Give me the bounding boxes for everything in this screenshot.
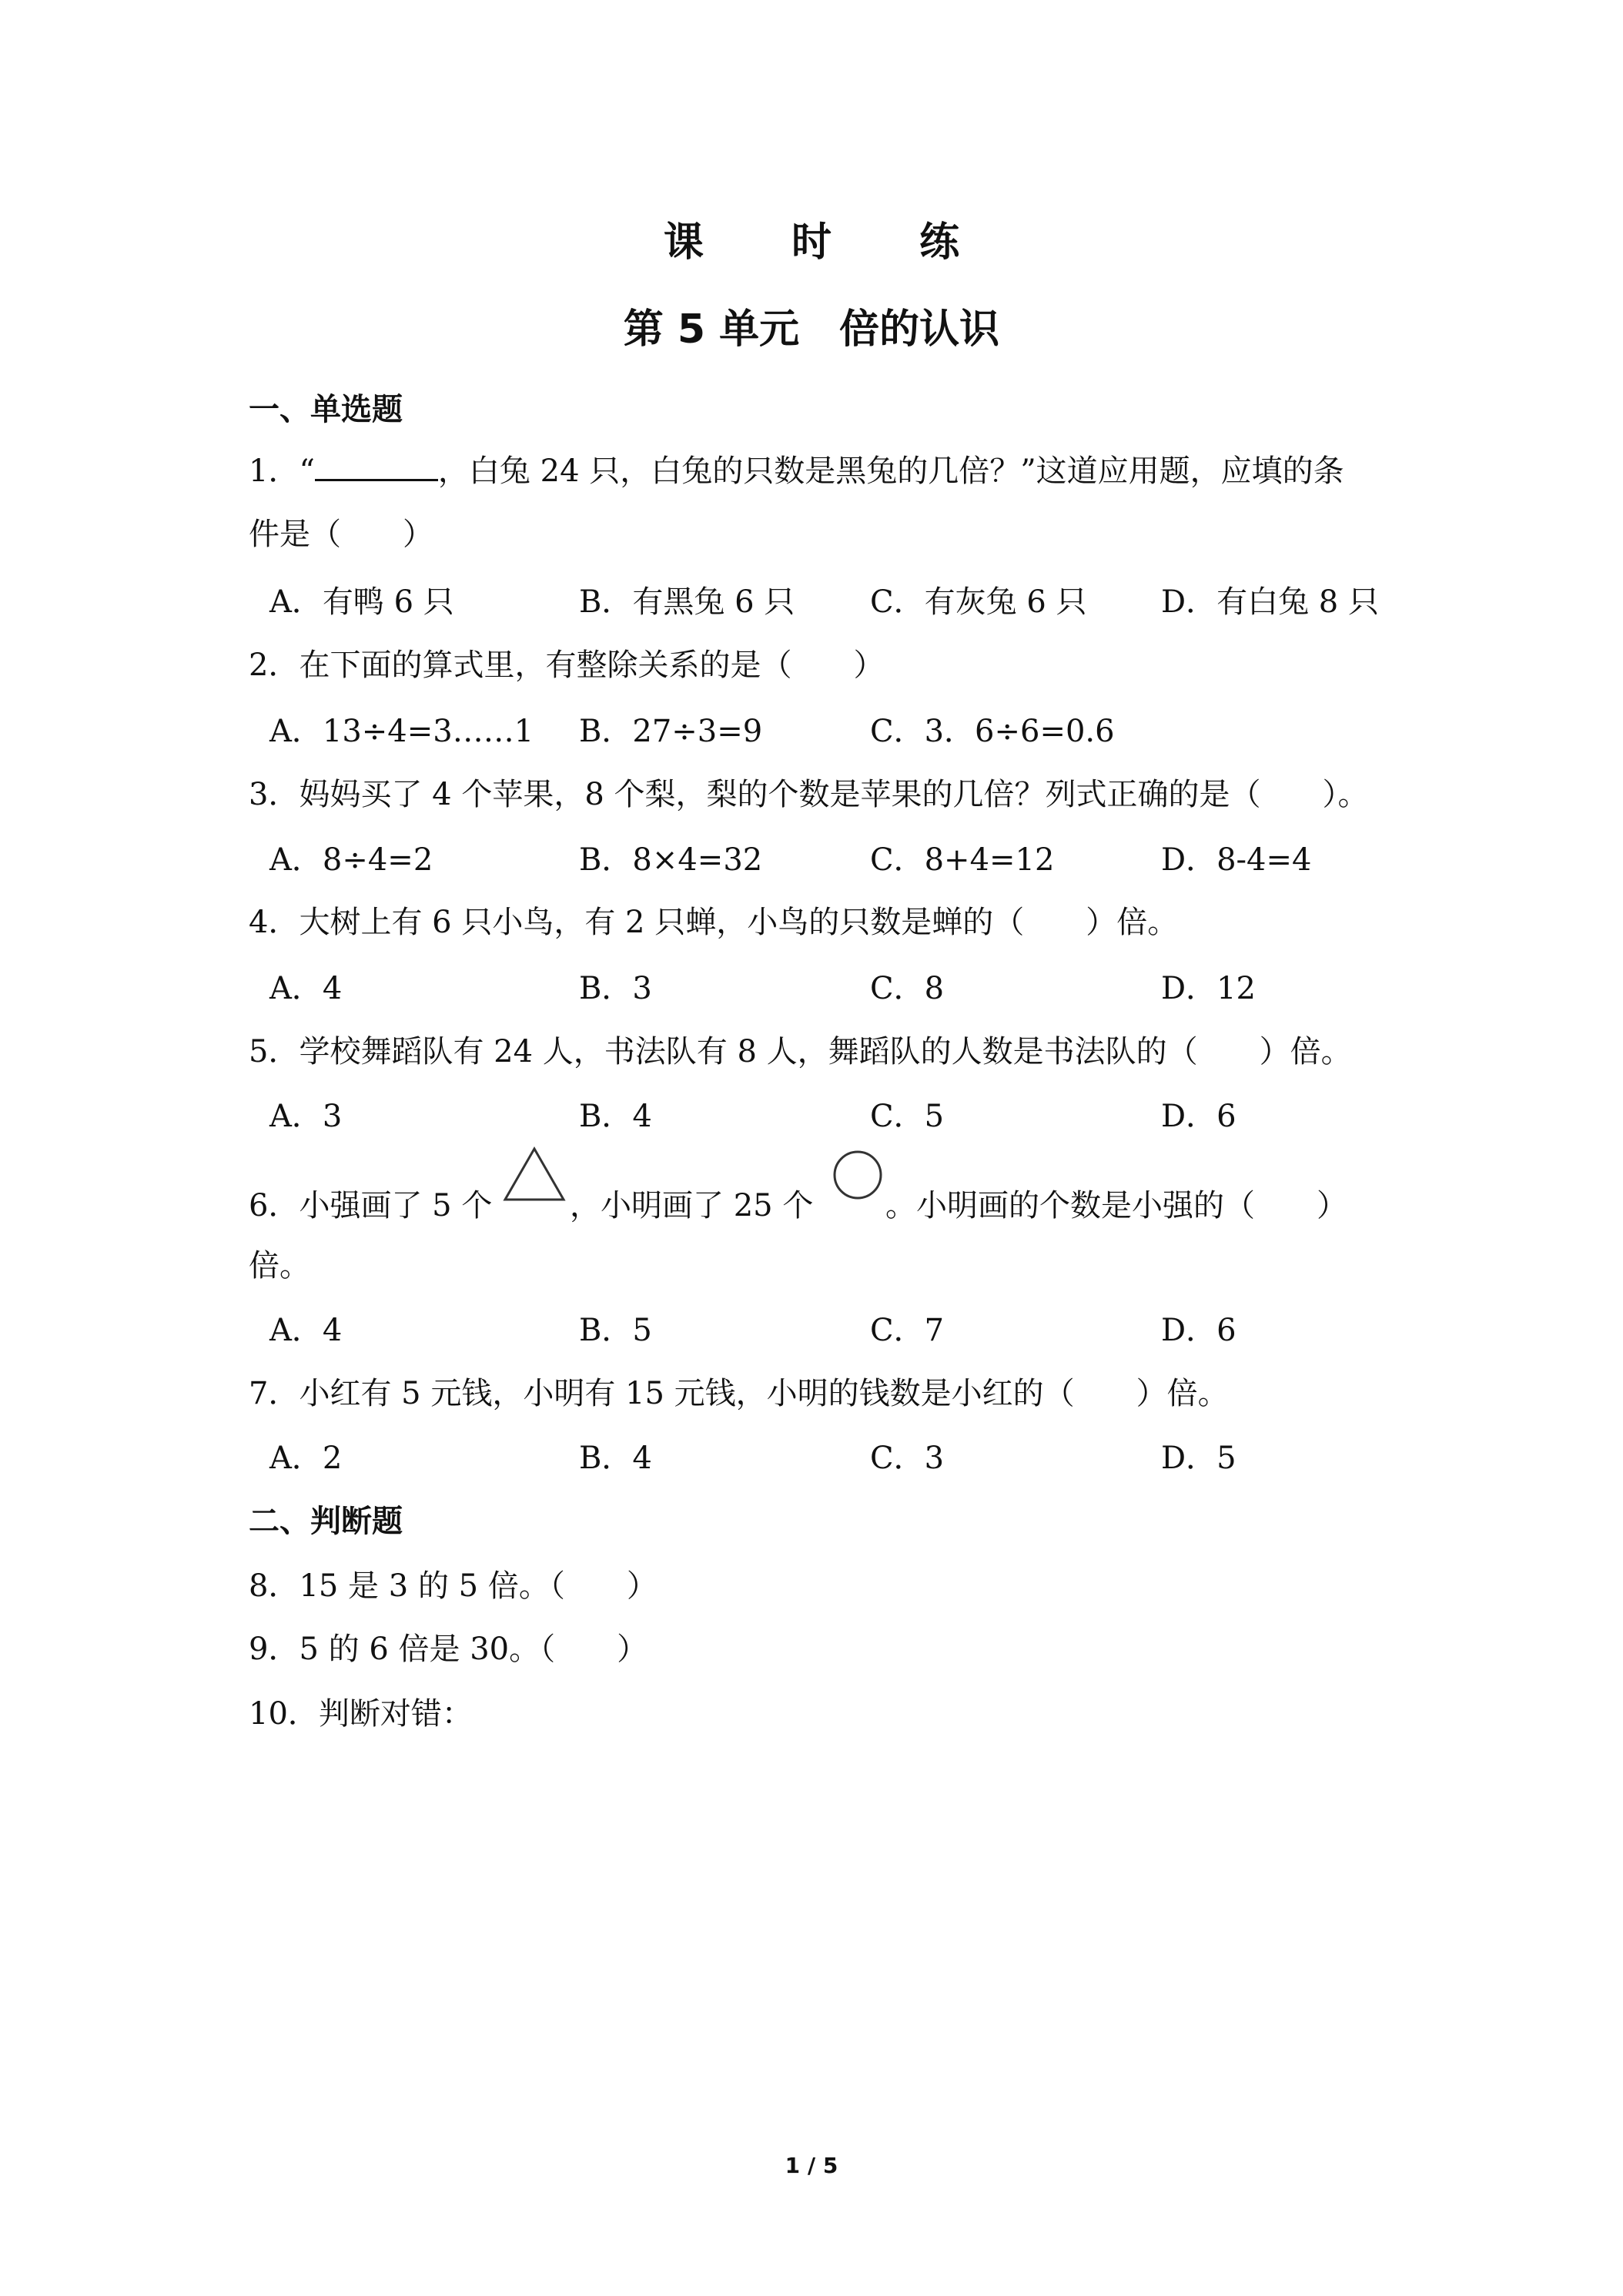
q7-option-b[interactable]: B．4 <box>579 1441 652 1476</box>
q5-option-d[interactable]: D．6 <box>1161 1099 1236 1134</box>
question-3: 3．妈妈买了 4 个苹果，8 个梨，梨的个数是苹果的几倍？列式正确的是（ ）。 <box>249 777 1369 812</box>
question-5: 5．学校舞蹈队有 24 人，书法队有 8 人，舞蹈队的人数是书法队的（ ）倍。 <box>249 1034 1352 1069</box>
q6-option-a[interactable]: A．4 <box>269 1313 343 1348</box>
question-4: 4．大树上有 6 只小鸟，有 2 只蝉，小鸟的只数是蝉的（ ）倍。 <box>249 905 1179 940</box>
q5-option-b[interactable]: B．4 <box>579 1099 652 1134</box>
question-9: 9．5 的 6 倍是 30。（ ） <box>249 1632 648 1667</box>
question-10: 10．判断对错： <box>249 1696 473 1732</box>
question-6-line2: 倍。 <box>249 1248 310 1284</box>
q1-option-d[interactable]: D．有白兔 8 只 <box>1161 584 1379 620</box>
unit-subtitle: 第 5 单元 倍的认识 <box>623 306 1000 353</box>
question-1 <box>249 447 1344 490</box>
q4-option-b[interactable]: B．3 <box>579 971 652 1006</box>
question-1-prefix: 1．“ <box>249 454 315 489</box>
question-1-line2: 件是（ ） <box>249 517 433 552</box>
question-6-part3: 。小明画的个数是小强的（ ） <box>885 1188 1347 1223</box>
section-true-false: 二、判断题 <box>249 1504 403 1539</box>
q7-option-c[interactable]: C．3 <box>870 1441 945 1476</box>
q5-option-c[interactable]: C．5 <box>870 1099 945 1134</box>
q3-option-b[interactable]: B．8×4=32 <box>579 842 763 878</box>
question-1-text: ，白兔 24 只，白兔的只数是黑兔的几倍？”这道应用题，应填的条 <box>437 454 1344 489</box>
q1-option-c[interactable]: C．有灰兔 6 只 <box>870 584 1087 620</box>
triangle-icon <box>502 1146 567 1204</box>
q7-option-a[interactable]: A．2 <box>269 1441 343 1476</box>
page-number: 1 / 5 <box>785 2153 838 2178</box>
q4-option-c[interactable]: C．8 <box>870 971 945 1006</box>
q1-option-b[interactable]: B．有黑兔 6 只 <box>579 584 795 620</box>
question-8: 8．15 是 3 的 5 倍。（ ） <box>249 1568 658 1604</box>
q2-option-b[interactable]: B．27÷3=9 <box>579 714 763 749</box>
q6-option-d[interactable]: D．6 <box>1161 1313 1236 1348</box>
circle-icon <box>828 1147 887 1206</box>
question-7: 7．小红有 5 元钱，小明有 15 元钱，小明的钱数是小红的（ ）倍。 <box>249 1376 1229 1411</box>
q4-option-d[interactable]: D．12 <box>1161 971 1256 1006</box>
q6-option-b[interactable]: B．5 <box>579 1313 652 1348</box>
question-2: 2．在下面的算式里，有整除关系的是（ ） <box>249 648 885 683</box>
page-title: 课 时 练 <box>663 219 997 266</box>
q6-option-c[interactable]: C．7 <box>870 1313 945 1348</box>
q5-option-a[interactable]: A．3 <box>269 1099 343 1134</box>
q1-option-a[interactable]: A．有鸭 6 只 <box>269 584 454 620</box>
q2-option-c[interactable]: C．3．6÷6=0.6 <box>870 714 1115 749</box>
q3-option-d[interactable]: D．8-4=4 <box>1161 842 1312 878</box>
q4-option-a[interactable]: A．4 <box>269 971 343 1006</box>
section-single-choice: 一、单选题 <box>249 392 403 427</box>
q3-option-c[interactable]: C．8+4=12 <box>870 842 1055 878</box>
q3-option-a[interactable]: A．8÷4=2 <box>269 842 433 878</box>
question-6-part2: ，小明画了 25 个 <box>570 1188 814 1223</box>
question-1-blank <box>315 451 438 481</box>
q2-option-a[interactable]: A．13÷4=3……1 <box>269 714 534 749</box>
question-6-part1: 6．小强画了 5 个 <box>249 1188 493 1223</box>
q7-option-d[interactable]: D．5 <box>1161 1441 1236 1476</box>
